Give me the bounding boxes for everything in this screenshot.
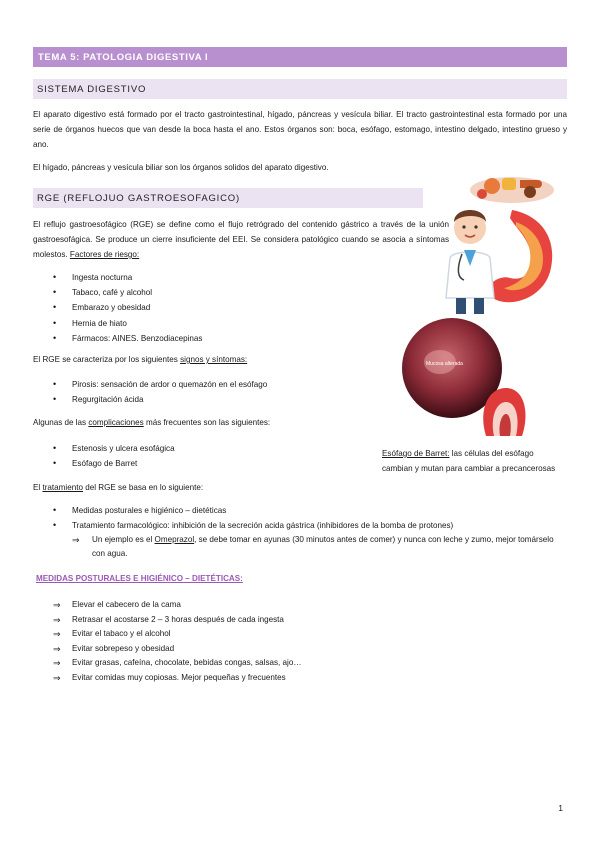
title-bar <box>33 47 567 67</box>
complications-list <box>33 441 373 471</box>
list-item: • Esófago de Barret <box>33 456 373 471</box>
section-title: SISTEMA DIGESTIVO <box>37 84 147 95</box>
rge-definition: El reflujo gastroesofágico (RGE) se define como el flujo retrógrado del contenido gástrico a través de la unión gastroesofágica. Se produce un cierre insuficiente del EEI. Se considera patológico cuando se asocia a síntomas molestos. Factores de riesgo: <box>33 220 449 259</box>
intro-paragraph-2: El hígado, páncreas y vesícula biliar son los órganos solidos del aparato digestivo. <box>33 163 329 172</box>
measures-list <box>33 598 567 685</box>
list-item: ⇒ Evitar sobrepeso y obesidad <box>33 642 567 657</box>
rge-heading: RGE (REFLOJUO GASTROESOFAGICO) <box>37 193 240 204</box>
list-item: • Tratamiento farmacológico: inhibición de la secreción acida gástrica (inhibidores de la bomba de protones) <box>33 518 567 533</box>
signs-intro: El RGE se caracteriza por los siguientes signos y síntomas: <box>33 355 248 364</box>
barret-label: Esófago de Barret: <box>382 449 450 458</box>
treatment-intro: El tratamiento del RGE se basa en lo siguiente: <box>33 483 204 492</box>
list-item: • Ingesta nocturna <box>33 270 393 285</box>
barret-note: Esófago de Barret: las células del esófago cambian y mutan para cambiar a precancerosas <box>382 449 556 473</box>
risk-factors-list <box>33 270 393 346</box>
endoscopy-image <box>394 318 530 438</box>
complications-intro: Algunas de las complicaciones más frecuentes son las siguientes: <box>33 418 271 427</box>
treatment-list <box>33 503 567 533</box>
list-item: • Pirosis: sensación de ardor o quemazón en el esófago <box>33 377 373 392</box>
list-item: • Regurgitación ácida <box>33 392 373 407</box>
page-title: TEMA 5: PATOLOGIA DIGESTIVA I <box>38 52 209 63</box>
section-bar <box>33 79 567 99</box>
signs-label: signos y síntomas: <box>180 355 248 364</box>
intro-paragraph: El aparato digestivo está formado por el tracto gastrointestinal, hígado, páncreas y vesícula biliar. El tracto gastrointestinal esta formado por una serie de órganos huecos que van desde la boca hasta el ano. Estos órganos son: boca, esófago, estomago, intestino delgado, intestino grueso y ano. <box>33 110 567 149</box>
list-item: ⇒ Evitar comidas muy copiosas. Mejor pequeñas y frecuentes <box>33 671 567 686</box>
list-item: • Embarazo y obesidad <box>33 300 393 315</box>
doctor-stomach-illustration <box>432 170 562 318</box>
omeprazol-label: Omeprazol <box>154 535 195 544</box>
risk-factors-label: Factores de riesgo: <box>69 250 140 259</box>
measures-heading: MEDIDAS POSTURALES E HIGIÉNICO – DIETÉTICAS: <box>36 574 243 583</box>
signs-list <box>33 377 373 407</box>
endoscopy-caption: Mucosa alterada <box>426 361 463 367</box>
rge-section-bar <box>33 188 423 208</box>
list-item: • Tabaco, café y alcohol <box>33 285 393 300</box>
list-item: ⇒ Elevar el cabecero de la cama <box>33 598 567 613</box>
arrow-icon: ⇒ <box>72 535 80 545</box>
list-item: ⇒ Retrasar el acostarse 2 – 3 horas después de cada ingesta <box>33 613 567 628</box>
list-item: ⇒ Evitar grasas, cafeína, chocolate, bebidas congas, salsas, ajo… <box>33 656 567 671</box>
list-item: • Fármacos: AINES. Benzodiacepinas <box>33 331 393 346</box>
omeprazol-note: ⇒ Un ejemplo es el Omeprazol, se debe tomar en ayunas (30 minutos antes de comer) y nunca con leche y zumo, mejor tomárselo con agua. <box>72 535 554 558</box>
treatment-label: tratamiento <box>42 483 83 492</box>
list-item: • Hernia de hiato <box>33 316 393 331</box>
list-item: • Estenosis y ulcera esofágica <box>33 441 373 456</box>
page-number: 1 <box>558 803 563 813</box>
complications-label: complicaciones <box>88 418 144 427</box>
list-item: ⇒ Evitar el tabaco y el alcohol <box>33 627 567 642</box>
list-item: • Medidas posturales e higiénico – dietéticas <box>33 503 567 518</box>
